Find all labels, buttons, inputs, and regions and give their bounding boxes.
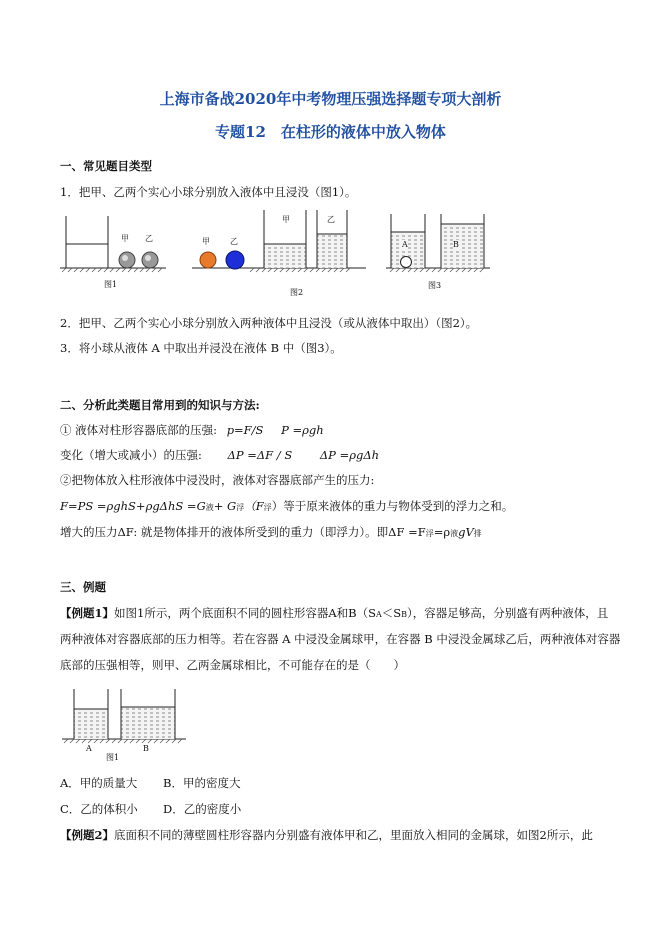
fig2-caption: 图2 — [290, 288, 304, 297]
fig2-label-jia-ball: 甲 — [202, 237, 210, 246]
document-title: 上海市备战2020年中考物理压强选择题专项大剖析 — [159, 90, 502, 108]
fig2-label-yi-ball: 乙 — [230, 237, 238, 246]
knowledge-line-5 — [60, 525, 482, 541]
example1-fig-caption: 图1 — [106, 753, 120, 762]
example1-line-3: 底部的压强相等，则甲、乙两金属球相比，不可能存在的是（ ） — [60, 658, 405, 672]
example1-line-2: 两种液体对容器底部的压力相等。若在容器 A 中浸没金属球甲，在容器 B 中浸没金属球乙后，两种液体对容器 — [60, 632, 621, 646]
example1-text-b: ），容器足够高，分别盛有两种液体，且 — [407, 606, 609, 620]
section1-heading: 一、常见题目类型 — [60, 159, 152, 173]
option-A: A．甲的质量大 — [60, 776, 138, 790]
subscript-buoyancy-2: 浮 — [263, 503, 272, 512]
pressure-change-label: 变化（增大或减小）的压强: — [60, 448, 202, 462]
section2-heading: 二、分析此类题目常用到的知识与方法: — [60, 398, 260, 412]
knowledge-line-2 — [60, 448, 379, 462]
fig3-label-B: B — [453, 240, 459, 249]
example1-tag: 【例题1】 — [60, 606, 115, 620]
fig1-caption: 图1 — [104, 280, 118, 289]
subscript-A: A — [375, 610, 382, 619]
type-item-3: 3．将小球从液体 A 中取出并浸没在液体 B 中（图3）。 — [60, 341, 342, 355]
formula-dp-dfs: ΔP =ΔF / S — [227, 448, 293, 462]
subscript-buoyancy: 浮 — [236, 503, 245, 512]
subscript-liquid-2: 液 — [450, 529, 459, 538]
example1-lt: ＜S — [381, 606, 402, 620]
example1-fig-label-A: A — [86, 744, 92, 753]
option-D: D．乙的密度小 — [163, 802, 242, 816]
section3-heading: 三、例题 — [60, 580, 106, 594]
example2-tag: 【例题2】 — [60, 828, 115, 842]
figure-3 — [384, 206, 494, 282]
figure-1 — [58, 206, 170, 290]
fig1-label-yi: 乙 — [145, 234, 153, 243]
force-explanation: ）等于原来液体的重力与物体受到的浮力之和。 — [271, 499, 514, 513]
subscript-displaced: 排 — [473, 529, 482, 538]
formula-gv: gV — [458, 525, 474, 539]
figure-2 — [190, 206, 370, 286]
pressure-label: ① 液体对柱形容器底部的压强: — [60, 423, 218, 437]
formula-p-rhogh: P =ρgh — [281, 423, 324, 437]
increase-force-text: 增大的压力ΔF: 就是物体排开的液体所受到的重力（即浮力）。即ΔF =F — [60, 525, 426, 539]
fig1-label-jia: 甲 — [121, 234, 129, 243]
example1-fig-label-B: B — [143, 744, 149, 753]
fig2-label-yi-liquid: 乙 — [327, 215, 335, 224]
formula-eq-rho: =ρ — [433, 525, 451, 539]
formula-dp-rhogdh: ΔP =ρgΔh — [319, 448, 380, 462]
formula-force: F=PS =ρghS+ρgΔhS =G — [60, 499, 206, 513]
knowledge-line-1 — [60, 423, 324, 437]
type-item-2: 2．把甲、乙两个实心小球分别放入两种液体中且浸没（或从液体中取出）（图2）。 — [60, 316, 478, 330]
formula-paren-f: （F — [244, 499, 264, 513]
example2-text: 底面积不同的薄壁圆柱形容器内分别盛有液体甲和乙，里面放入相同的金属球，如图2所示，此 — [114, 828, 593, 842]
formula-p-fs: p=F/S — [226, 423, 264, 437]
subscript-buoyancy-3: 浮 — [425, 529, 434, 538]
option-B: B．甲的密度大 — [163, 776, 241, 790]
example2-line-1 — [60, 828, 593, 842]
example1-text-a: 如图1所示，两个底面积不同的圆柱形容器A和B（S — [114, 606, 376, 620]
fig3-caption: 图3 — [428, 281, 442, 290]
knowledge-line-3: ②把物体放入柱形液体中浸没时，液体对容器底部产生的压力: — [60, 473, 375, 487]
document-subtitle: 专题12 在柱形的液体中放入物体 — [215, 123, 446, 141]
fig3-label-A: A — [402, 240, 408, 249]
fig2-label-jia-liquid: 甲 — [282, 215, 290, 224]
example1-line-1 — [60, 606, 608, 622]
subscript-B: B — [401, 610, 408, 619]
type-item-1: 1．把甲、乙两个实心小球分别放入液体中且浸没（图1）。 — [60, 185, 357, 199]
example1-figure — [60, 683, 190, 749]
knowledge-line-4 — [60, 499, 513, 515]
option-C: C．乙的体积小 — [60, 802, 138, 816]
subscript-liquid: 液 — [205, 503, 214, 512]
formula-plus-g: + G — [213, 499, 237, 513]
